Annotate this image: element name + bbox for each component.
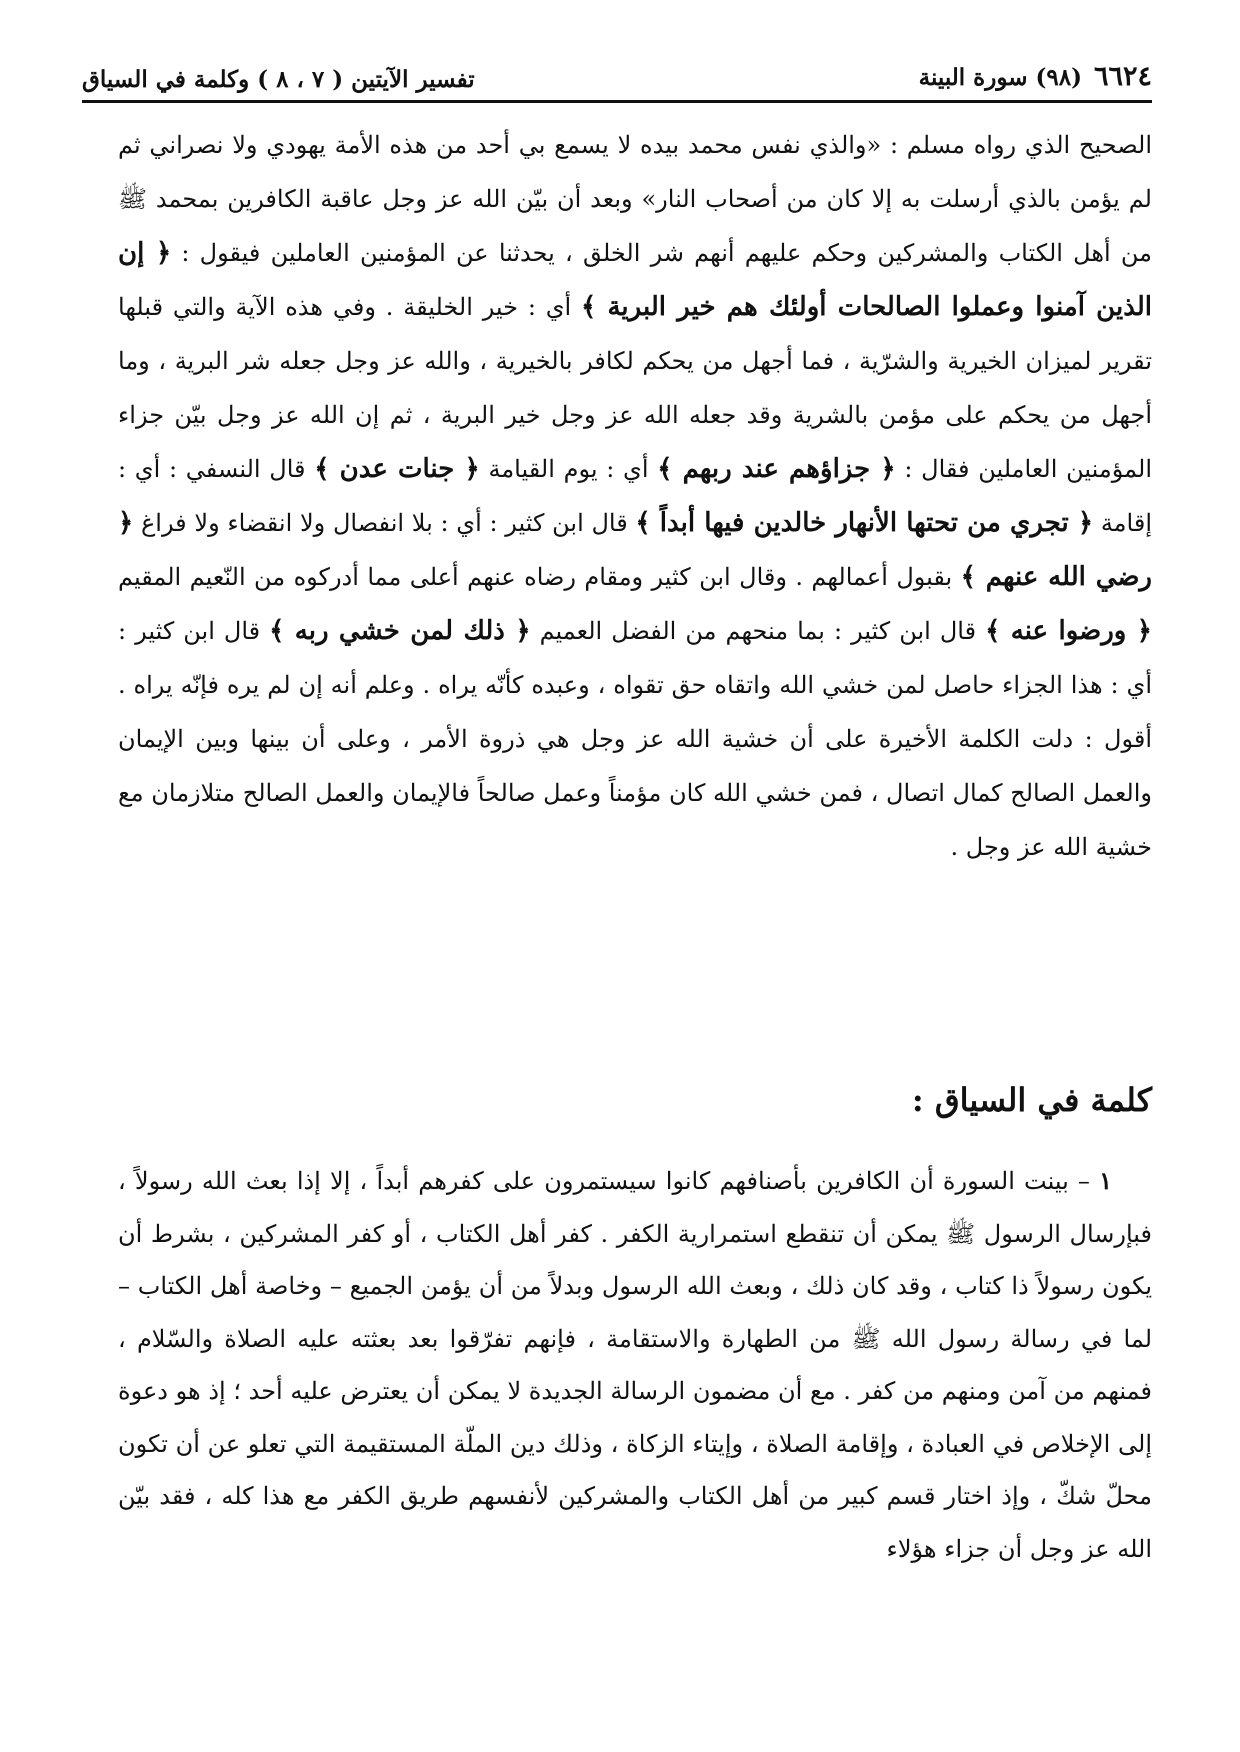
quran-verse: ﴿ ورضوا عنه ﴾ (985, 616, 1152, 646)
commentary-text: قال ابن كثير : أي : بلا انفصال ولا انقضاء ولا فراغ (133, 509, 636, 537)
commentary-text: أي : خير الخليقة . وفي هذه الآية والتي قبلها تقرير لميزان الخيرية والشرّية ، فما أجهل من يحكم لكافر بالخيرية ، والله عز وجل جعله شر البرية ، وما أجهل من يحكم على مؤمن بالشرية وقد جعله الله عز وجل خير البرية ، ثم إن الله عز وجل بيّن جزاء المؤمنين العاملين فقال : (118, 293, 1152, 483)
section-paragraph (118, 1155, 1152, 1575)
header-divider (82, 100, 1152, 103)
commentary-text: بقبول أعمالهم . وقال ابن كثير ومقام رضاه عنهم أعلى مما أدركوه من النّعيم المقيم (118, 563, 961, 591)
quran-verse: ﴿ رضي الله عنهم ﴾ (118, 508, 1152, 592)
section-text: – بينت السورة أن الكافرين بأصنافهم كانوا سيستمرون على كفرهم أبداً ، إلا إذا بعث الله رسولاً ، فبإرسال الرسول ﷺ يمكن أن تنقطع استمرارية الكفر . كفر أهل الكتاب ، أو كفر المشركين ، بشرط أن يكون رسولاً ذا كتاب ، وقد كان ذلك ، وبعث الله الرسول وبدلاً من أن يؤمن الجميع – وخاصة أهل الكتاب – لما في رسالة رسول الله ﷺ من الطهارة والاستقامة ، فإنهم تفرّقوا بعد بعثته عليه الصلاة والسّلام ، فمنهم من آمن ومنهم من كفر . مع أن مضمون الرسالة الجديدة لا يمكن أن يعترض عليه أحد ؛ إذ هو دعوة إلى الإخلاص في العبادة ، وإقامة الصلاة ، وإيتاء الزكاة ، وذلك دين الملّة المستقيمة التي تعلو عن أن تكون محلّ شكّ ، وإذ اختار قسم كبير من أهل الكتاب والمشركين لأنفسهم طريق الكفر مع هذا كله ، فقد بيّن الله عز وجل أن جزاء هؤلاء (118, 1167, 1153, 1563)
running-header (82, 48, 1152, 96)
page-number: ٦٦٢٤ (1093, 61, 1152, 93)
header-topic: تفسير الآيتين ( ٧ ، ٨ ) وكلمة في السياق (82, 65, 475, 93)
quran-verse: ﴿ تجري من تحتها الأنهار خالدين فيها أبداً ﴾ (635, 508, 1094, 538)
commentary-text: قال ابن كثير : أي : هذا الجزاء حاصل لمن خشي الله واتقاه حق تقواه ، وعبده كأنّه يراه . وعلم أنه إن لم يره فإنّه يراه . أقول : دلت الكلمة الأخيرة على أن خشية الله عز وجل هي ذروة الأمر ، وعلى أن بينها وبين الإيمان والعمل الصالح كمال اتصال ، فمن خشي الله كان مؤمناً وعمل صالحاً فالإيمان والعمل الصالح متلازمان مع خشية الله عز وجل . (118, 617, 1152, 861)
quran-verse: ﴿ ذلك لمن خشي ربه ﴾ (269, 616, 531, 646)
paragraph (118, 118, 1152, 874)
commentary-text: أي : يوم القيامة (479, 455, 658, 483)
tafsir-paragraph (118, 118, 1152, 874)
surah-title: (٩٨) سورة البينة (918, 64, 1082, 92)
quran-verse: ﴿ إن الذين آمنوا وعملوا الصالحات أولئك هم خير البرية ﴾ (118, 238, 1153, 322)
commentary-text: الصحيح الذي رواه مسلم : «والذي نفس محمد بيده لا يسمع بي أحد من هذه الأمة يهودي ولا نصراني ثم لم يؤمن بالذي أرسلت به إلا كان من أصحاب النار» وبعد أن بيّن الله عز وجل عاقبة الكافرين بمحمد ﷺ من أهل الكتاب والمشركين وحكم عليهم أنهم شر الخلق ، يحدثنا عن المؤمنين العاملين فيقول : (118, 131, 1152, 267)
section-body (118, 1155, 1152, 1575)
quran-verse: ﴿ جزاؤهم عند ربهم ﴾ (657, 454, 896, 484)
point-number: ١ (1099, 1166, 1112, 1195)
section-heading: كلمة في السياق : (911, 1081, 1152, 1119)
commentary-text: قال النسفي : أي : إقامة (118, 455, 1152, 537)
header-right (919, 58, 1152, 96)
quran-verse: ﴿ جنات عدن ﴾ (314, 454, 480, 484)
commentary-text: قال ابن كثير : بما منحهم من الفضل العميم (530, 617, 986, 645)
